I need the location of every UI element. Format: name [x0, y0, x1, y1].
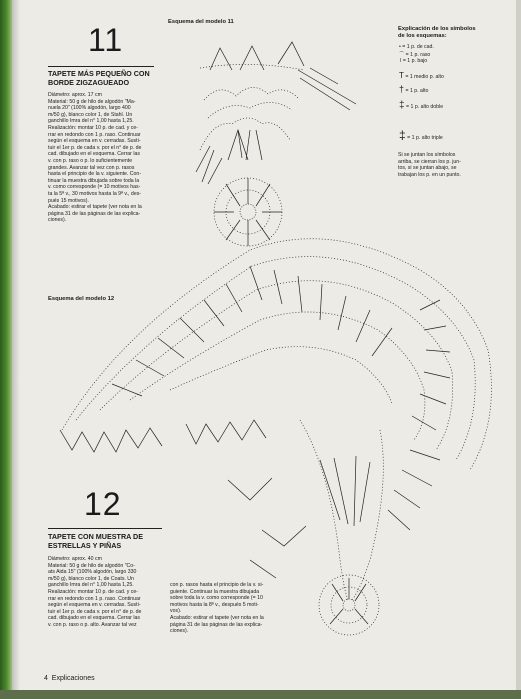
model-12-title: TAPETE CON MUESTRA DE ESTRELLAS Y PIÑAS: [48, 532, 144, 550]
page-number: 4: [44, 675, 48, 682]
legend-note: Si se juntan los símbolos arriba, se cierran los p. jun- tos, si se juntan abajo, se trabajan los p. en un punto.: [398, 152, 461, 178]
model-12-instructions: Diámetro: aprox. 40 cm Material: 50 g de hilo de algodón "Co- ats Aida 15" (100% algodón, largo 330 m/50 g), blanco color 1, de Coats. Un ganchillo Imra del n° 1,00 hasta 1,25. Realización: montar 10 p. de cad. y ce- rrar en redondo con 1 p. raso. Continuar según el esquema en v. cerradas. Susti- tuir el 1er p. de cada v. por el n° de p. de cad. dibujado en el esquema. Cerrar las v. con p. raso o p. alto. Avanzar tal vez: [48, 556, 142, 628]
page-footer: [44, 675, 95, 682]
slip-stitch-symbol-icon: ⌒: [399, 52, 405, 58]
model-11-number: 11: [88, 22, 124, 58]
model-11-title: TAPETE MÁS PEQUEÑO CON BORDE ZIGZAGUEADO: [48, 69, 150, 87]
model-12-rule: [48, 528, 162, 529]
legend-label: = 1 p. raso: [405, 52, 431, 58]
model-12-instructions-continued: con p. rasos hasta el principio de la v. si- guiente. Continuar la muestra dibujada sobre toda la v. como corresponde (= 10 motivos hasta la 8ª v., después 5 moti- vos). Acabado: estirar el tapete (ver nota en la página 31 de las páginas de las explica- ciones).: [170, 582, 264, 635]
legend-label: = 1 p. alto doble: [406, 104, 444, 110]
single-crochet-symbol-icon: ǀ: [400, 58, 402, 64]
legend-label: = 1 medio p. alto: [405, 74, 444, 80]
legend-label: = 1 p. bajo: [402, 58, 428, 64]
triple-treble-symbol-icon: ‡: [399, 128, 406, 142]
legend-label: = 1 p. alto triple: [407, 135, 443, 141]
half-double-symbol-icon: T: [399, 71, 404, 80]
legend-label: = 1 p. alto: [405, 88, 429, 94]
scheme-11-label: Esquema del modelo 11: [168, 19, 234, 25]
legend-title: Explicación de los símbolos de los esquemas:: [398, 26, 476, 39]
chain-symbol-icon: •: [399, 44, 401, 50]
treble-crochet-symbol-icon: ‡: [399, 100, 405, 111]
double-crochet-symbol-icon: †: [399, 84, 405, 94]
model-12-number: 12: [84, 486, 122, 522]
legend-label: = 1 p. de cad.: [402, 44, 434, 50]
scheme-12-label: Esquema del modelo 12: [48, 296, 115, 302]
section-name: Explicaciones: [51, 675, 95, 682]
model-11-instructions: Diámetro: aprox. 17 cm Material: 50 g de hilo de algodón "Ma- nuela 20" (100% algodón, largo 400 m/50 g), blanco color 1, de Stahl. Un ganchillo Imra del n° 1,00 hasta 1,25. Realización: montar 10 p. de cad. y ce- rrar en redondo con 1 p. raso. Continuar según el esquema en v. cerradas. Susti- tuir el 1er p. de cada v. por el n° de p. de cad. dibujado en el esquema. Cerrar las v. con p. raso o p. lo suficientemente grandes. Avanzar tal vez con p. rasos hasta el principio de la v. siguiente. Con- tinuar la muestra dibujada sobre toda la v. como corresponde (= 10 motivos has- ta la 5ª v., 30 motivos hasta la 9ª v., des- pués 15 motivos). Acabado: estirar el tapete (ver nota en la página 31 de las páginas de las explica- ciones).: [48, 92, 142, 224]
